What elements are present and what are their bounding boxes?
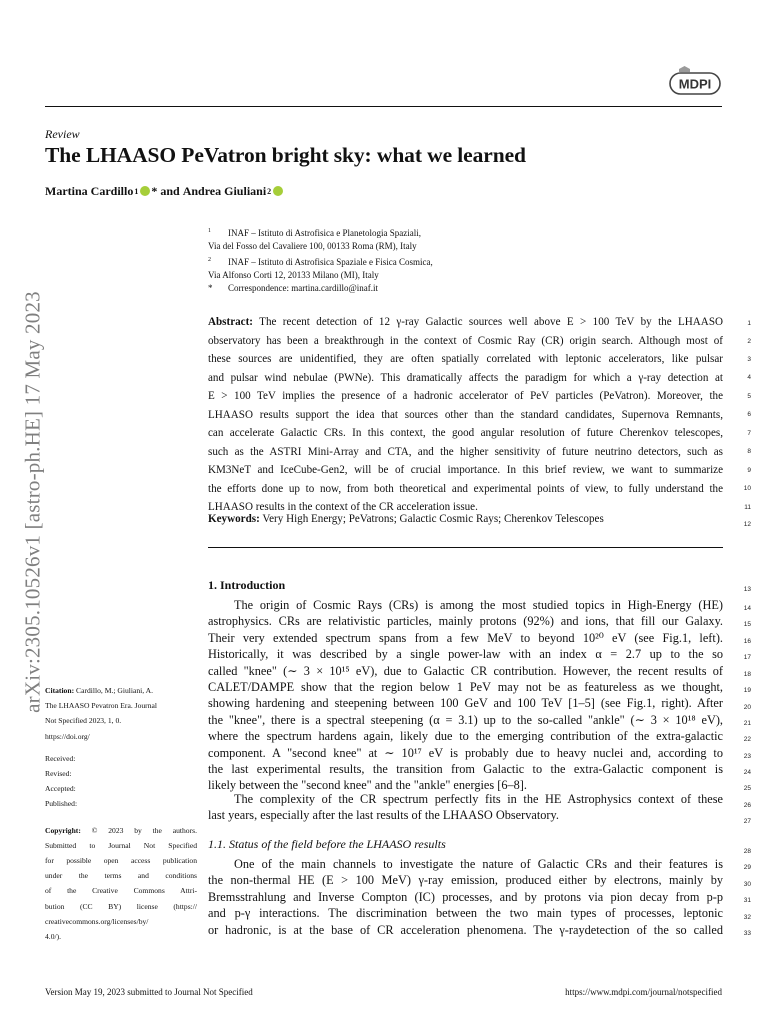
- body-line: CALET/DAMPE show that the region below 1 PeV may not be as featureless as we thought,: [208, 680, 723, 695]
- affiliation-line: Via del Fosso del Cavaliere 100, 00133 Roma (RM), Italy: [208, 241, 417, 252]
- body-line: the last experimental results, the transition from Galactic to the extra-Galactic component is: [208, 762, 723, 777]
- line-number: 11: [744, 504, 751, 511]
- citation-line: Not Specified 2023, 1, 0.: [45, 716, 122, 726]
- correspondence-mark: *: [208, 283, 213, 294]
- line-number: 15: [743, 621, 751, 628]
- abstract-line: KM3NeT and IceCube-Gen2, will be of crucial importance. In this brief review, we want to summarize: [208, 464, 723, 476]
- line-number: 24: [743, 769, 751, 776]
- subsection-heading: 1.1. Status of the field before the LHAASO results: [208, 837, 446, 851]
- abstract: [208, 313, 723, 517]
- body-line: the "knee", there is a spectral steepening (α = 3.1) up to the so-called "ankle" (∼ 3 × 10¹⁸ eV),: [208, 712, 723, 727]
- abstract-label: Abstract:: [208, 316, 253, 328]
- line-number: 3: [747, 356, 751, 363]
- line-number: 33: [743, 930, 751, 937]
- line-number: 9: [747, 467, 751, 474]
- line-number: 7: [747, 430, 751, 437]
- keywords: [208, 513, 723, 525]
- affiliation-line: Via Alfonso Corti 12, 20133 Milano (MI), Italy: [208, 269, 379, 280]
- section-divider: [208, 547, 723, 548]
- body-line: called "knee" (∼ 3 × 10¹⁵ eV), due to Galactic CR contribution. However, the recent results of: [208, 663, 723, 678]
- header-rule: [45, 106, 722, 107]
- line-number: 29: [743, 864, 751, 871]
- abstract-line: and pulsar wind nebulae (PWNe). This dramatically affects the paradigm for which a γ-ray detection at: [208, 371, 723, 384]
- copyright-line: bution (CC BY) license (https://: [45, 901, 197, 911]
- line-number: 21: [743, 720, 751, 727]
- arxiv-identifier-text: arXiv:2305.10526v1 [astro-ph.HE] 17 May 2023: [20, 291, 45, 713]
- copyright-line: of the Creative Commons Attri-: [45, 886, 197, 896]
- footer-version: Version May 19, 2023 submitted to Journal Not Specified: [45, 987, 253, 997]
- line-number: 8: [747, 448, 751, 455]
- date-received: Received:: [45, 753, 76, 763]
- affiliation-number: 2: [208, 256, 211, 263]
- line-number: 23: [743, 753, 751, 760]
- correspondence-email[interactable]: Correspondence: martina.cardillo@inaf.it: [228, 283, 378, 294]
- article-type: Review: [45, 127, 80, 141]
- section-heading: 1. Introduction: [208, 578, 286, 592]
- date-published: Published:: [45, 799, 78, 809]
- copyright-line: Submitted to Journal Not Specified: [45, 840, 197, 850]
- abstract-line: the efforts done up to now, from both theoretical and experimental points of view, to fully understand the: [208, 482, 723, 495]
- license-link[interactable]: creativecommons.org/licenses/by/: [45, 916, 149, 926]
- intro-paragraph-3: [208, 856, 723, 938]
- line-number: 25: [743, 785, 751, 792]
- body-line: One of the main channels to investigate the nature of Galactic CRs and their features is: [234, 857, 723, 871]
- line-number: 22: [743, 736, 751, 743]
- affiliations: [208, 225, 723, 295]
- keywords-text: Very High Energy; PeVatrons; Galactic Cosmic Rays; Cherenkov Telescopes: [262, 513, 604, 525]
- copyright-line: under the terms and conditions: [45, 871, 197, 881]
- abstract-line: observatory has been a breakthrough in the context of Cosmic Ray (CR) origin search. Although most of: [208, 334, 723, 347]
- line-number: 10: [743, 485, 751, 492]
- line-number: 14: [743, 605, 751, 612]
- affiliation-line: INAF – Istituto di Astrofisica e Planetologia Spaziali,: [228, 228, 421, 238]
- copyright-line: © 2023 by the authors.: [91, 825, 197, 835]
- body-line: the non-thermal HE (E > 100 MeV) γ-ray emission, produced either by electrons, mainly by: [208, 873, 723, 888]
- page-footer: [45, 987, 722, 997]
- line-number: 28: [743, 848, 751, 855]
- line-number: 2: [747, 338, 751, 345]
- body-line: showing hardening and steepening between 100 GeV and 100 TeV [1–5] (see Fig.1, right). After: [208, 696, 723, 711]
- footer-url[interactable]: https://www.mdpi.com/journal/notspecified: [565, 987, 722, 997]
- date-accepted: Accepted:: [45, 784, 76, 794]
- line-number: 18: [743, 671, 751, 678]
- body-line: astrophysics. CRs are relativistic particles, mainly protons (92%) and ions, that fill our Galaxy.: [208, 614, 723, 629]
- author-name: Martina Cardillo: [45, 184, 134, 198]
- copyright-line: for possible open access publication: [45, 856, 197, 866]
- body-line: The origin of Cosmic Rays (CRs) is among the most studied topics in High-Energy (HE): [234, 598, 723, 612]
- copyright-line: 4.0/).: [45, 932, 62, 942]
- author-join: and: [160, 184, 180, 198]
- corresponding-mark: *: [151, 184, 158, 198]
- copyright-label: Copyright:: [45, 825, 81, 835]
- body-line: last years, especially after the last results of the LHAASO Observatory.: [208, 808, 559, 823]
- affiliation-ref: 2: [267, 187, 272, 196]
- affiliation-number: 1: [208, 228, 211, 234]
- author-name: Andrea Giuliani: [182, 184, 267, 198]
- body-line: The complexity of the CR spectrum perfectly fits in the HE Astrophysics context of these: [234, 792, 723, 806]
- abstract-line: these sources are unidentified, they are often spatially correlated with leptonic accelerators, like pulsar: [208, 353, 723, 365]
- line-number: 32: [743, 914, 751, 921]
- citation-link[interactable]: https://doi.org/: [45, 731, 90, 741]
- line-number: 19: [743, 687, 751, 694]
- body-line: or hadronic, is at the base of CR acceleration phenomena. The γ-raydetection of the so called: [208, 922, 723, 937]
- body-line: component. A "second knee" at ∼ 10¹⁷ eV is probably due to heavy nuclei and, according to: [208, 745, 723, 760]
- citation-label: Citation:: [45, 686, 75, 695]
- body-line: Historically, it was described by a single power-law with an index α = 2.7 up to the so: [208, 647, 723, 662]
- author-list: [45, 184, 284, 199]
- arxiv-identifier: [22, 238, 44, 766]
- line-number: 6: [747, 411, 751, 418]
- abstract-line: such as the ASTRI Mini-Array and CTA, and the higher sensitivity of future neutrino detectors, such as: [208, 445, 723, 458]
- line-number: 30: [743, 881, 751, 888]
- keywords-label: Keywords:: [208, 513, 260, 525]
- line-number: 27: [743, 818, 751, 825]
- line-number: 12: [743, 521, 751, 528]
- affiliation-ref: 1: [134, 187, 139, 196]
- line-number: 20: [743, 704, 751, 711]
- intro-paragraph-1: [208, 597, 723, 794]
- body-line: and p-γ interactions. The discrimination between the two main types of processes, leptonic: [208, 906, 723, 921]
- body-line: likely between the "second knee" and the "ankle" energies [6–8].: [208, 778, 527, 793]
- mdpi-logo: [669, 66, 721, 100]
- paper-title: The LHAASO PeVatron bright sky: what we learned: [45, 143, 526, 167]
- body-line: where the spectrum hardens again, likely due to the emerging contribution of the extra-galactic: [208, 729, 723, 744]
- line-number: 13: [743, 586, 751, 593]
- orcid-icon[interactable]: [273, 186, 283, 196]
- line-number: 31: [743, 897, 751, 904]
- abstract-line: LHAASO results in the context of the CR acceleration issue.: [208, 501, 478, 513]
- line-number: 5: [747, 393, 751, 400]
- abstract-line: can accelerate Galactic CRs. In this context, the good angular resolution of future Cherenkov telescopes,: [208, 427, 723, 439]
- body-line: Their very extended spectrum spans from a few MeV to beyond 10²⁰ eV (see Fig.1, left).: [208, 630, 723, 645]
- affiliation-line: INAF – Istituto di Astrofisica Spaziale e Fisica Cosmica,: [228, 256, 433, 267]
- line-number: 16: [743, 638, 751, 645]
- abstract-line: LHAASO results support the idea that sources other than the standard candidates, Supernova Remnants,: [208, 408, 723, 421]
- intro-paragraph-2: [208, 791, 723, 824]
- line-number: 1: [747, 320, 751, 327]
- line-number: 17: [743, 654, 751, 661]
- abstract-line: E > 100 TeV implies the presence of a hadronic accelerator of PeV particles (PeVatron). Moreover, the: [208, 390, 723, 402]
- citation-line: Cardillo, M.; Giuliani, A.: [76, 686, 154, 695]
- abstract-line: The recent detection of 12 γ-ray Galactic sources well above E > 100 TeV by the LHAASO: [259, 316, 723, 328]
- body-line: Bremsstrahlung and Inverse Compton (IC) processes, and by protons via pion decay from p-p: [208, 889, 723, 904]
- line-number: 4: [747, 374, 751, 381]
- orcid-icon[interactable]: [140, 186, 150, 196]
- date-revised: Revised:: [45, 769, 72, 779]
- line-number: 26: [743, 802, 751, 809]
- article-info-sidebar: [45, 683, 197, 944]
- citation-line: The LHAASO Pevatron Era. Journal: [45, 701, 157, 711]
- svg-text:MDPI: MDPI: [678, 76, 712, 92]
